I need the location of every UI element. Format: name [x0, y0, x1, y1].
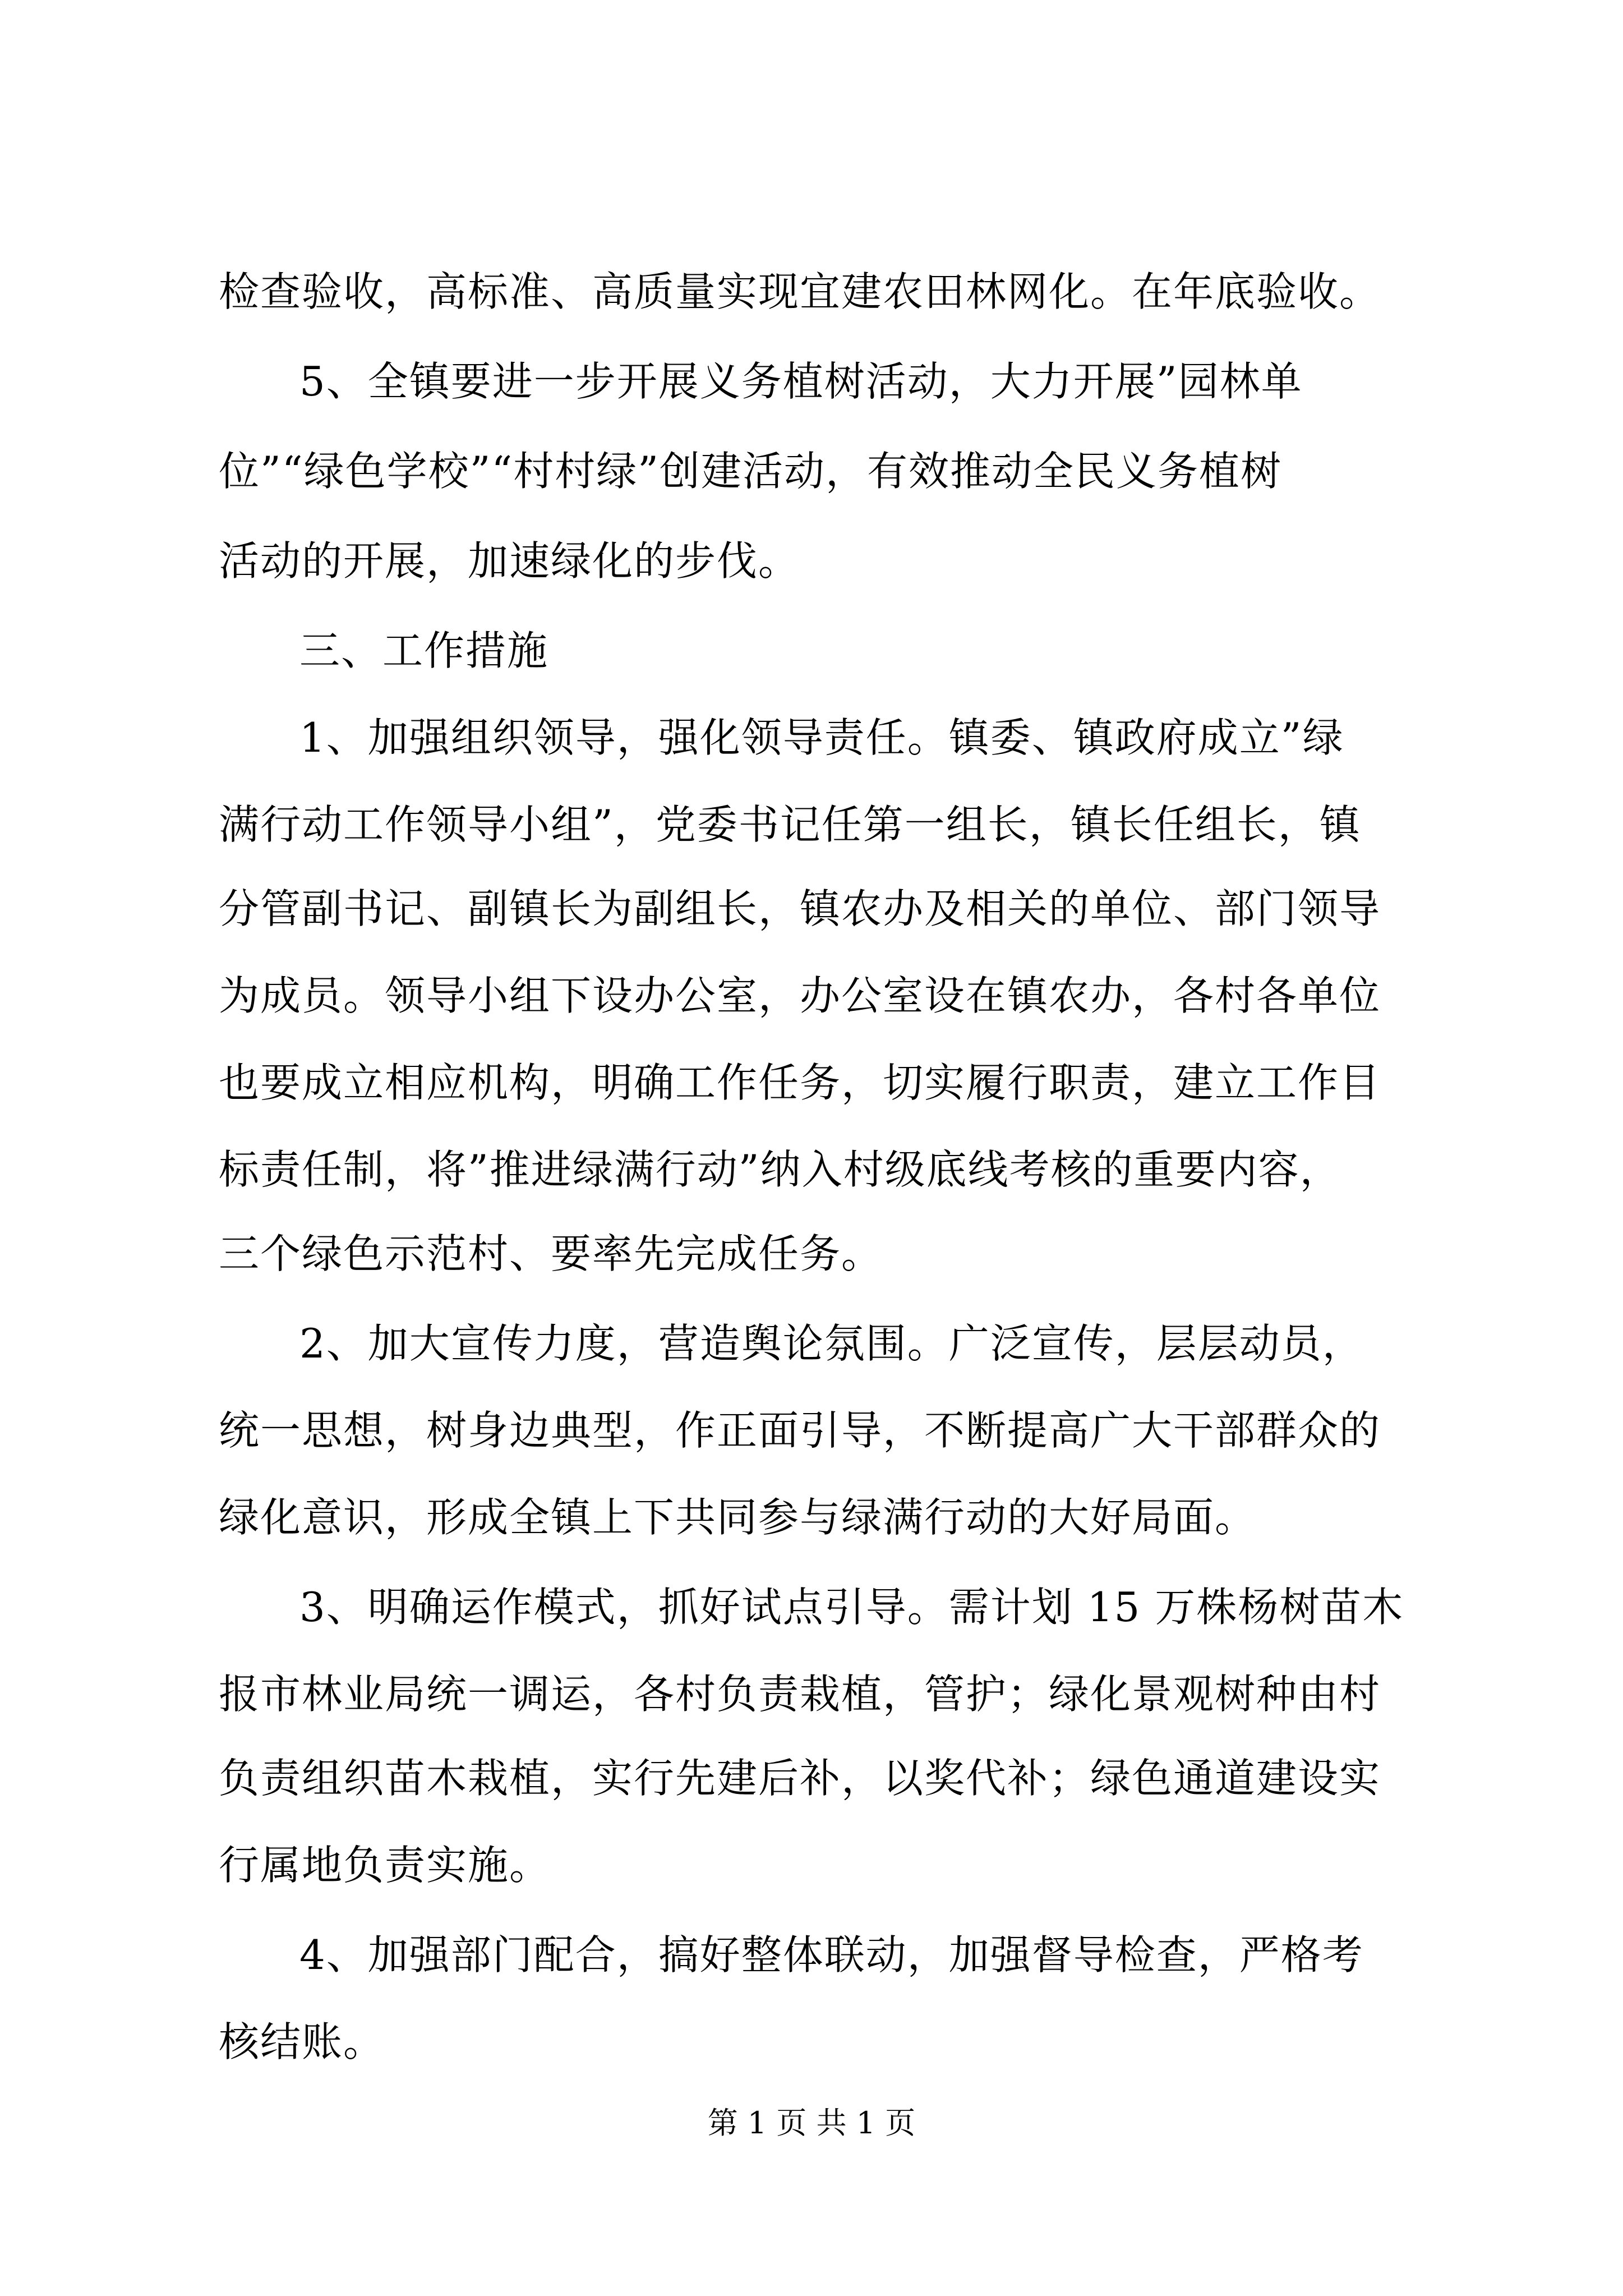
text-line: 1、加强组织领导，强化领导责任。镇委、镇政府成立”绿: [299, 714, 1344, 761]
text-line: 3、明确运作模式，抓好试点引导。需计划 15 万株杨树苗木: [299, 1584, 1404, 1631]
text-line: 4、加强部门配合，搞好整体联动，加强督导检查，严格考: [299, 1931, 1364, 1978]
page-number-footer: 第 1 页 共 1 页: [707, 2105, 916, 2141]
text-line: 也要成立相应机构，明确工作任务，切实履行职责，建立工作目: [219, 1059, 1381, 1106]
text-line: 标责任制，将”推进绿满行动”纳入村级底线考核的重要内容，: [219, 1146, 1341, 1193]
text-line: 检查验收，高标准、高质量实现宜建农田林网化。在年底验收。: [219, 268, 1381, 315]
section-heading: 三、工作措施: [299, 627, 549, 674]
text-line: 位”“绿色学校”“村村绿”创建活动，有效推动全民义务植树: [219, 448, 1283, 495]
text-line: 分管副书记、副镇长为副组长，镇农办及相关的单位、部门领导: [219, 885, 1381, 932]
text-line: 绿化意识，形成全镇上下共同参与绿满行动的大好局面。: [219, 1494, 1257, 1541]
text-line: 为成员。领导小组下设办公室，办公室设在镇农办，各村各单位: [219, 972, 1381, 1019]
text-line: 活动的开展，加速绿化的步伐。: [219, 537, 800, 585]
text-line: 2、加大宣传力度，营造舆论氛围。广泛宣传，层层动员，: [299, 1320, 1364, 1367]
text-line: 5、全镇要进一步开展义务植树活动，大力开展”园林单: [299, 358, 1303, 405]
text-line: 满行动工作领导小组”，党委书记任第一组长，镇长任组长，镇: [219, 801, 1361, 848]
text-line: 三个绿色示范村、要率先完成任务。: [219, 1230, 883, 1277]
text-line: 负责组织苗木栽植，实行先建后补，以奖代补；绿色通道建设实: [219, 1755, 1381, 1802]
text-line: 报市林业局统一调运，各村负责栽植，管护；绿化景观树种由村: [219, 1671, 1381, 1718]
text-line: 核结账。: [219, 2018, 385, 2065]
text-line: 行属地负责实施。: [219, 1842, 551, 1889]
text-line: 统一思想，树身边典型，作正面引导，不断提高广大干部群众的: [219, 1407, 1381, 1454]
